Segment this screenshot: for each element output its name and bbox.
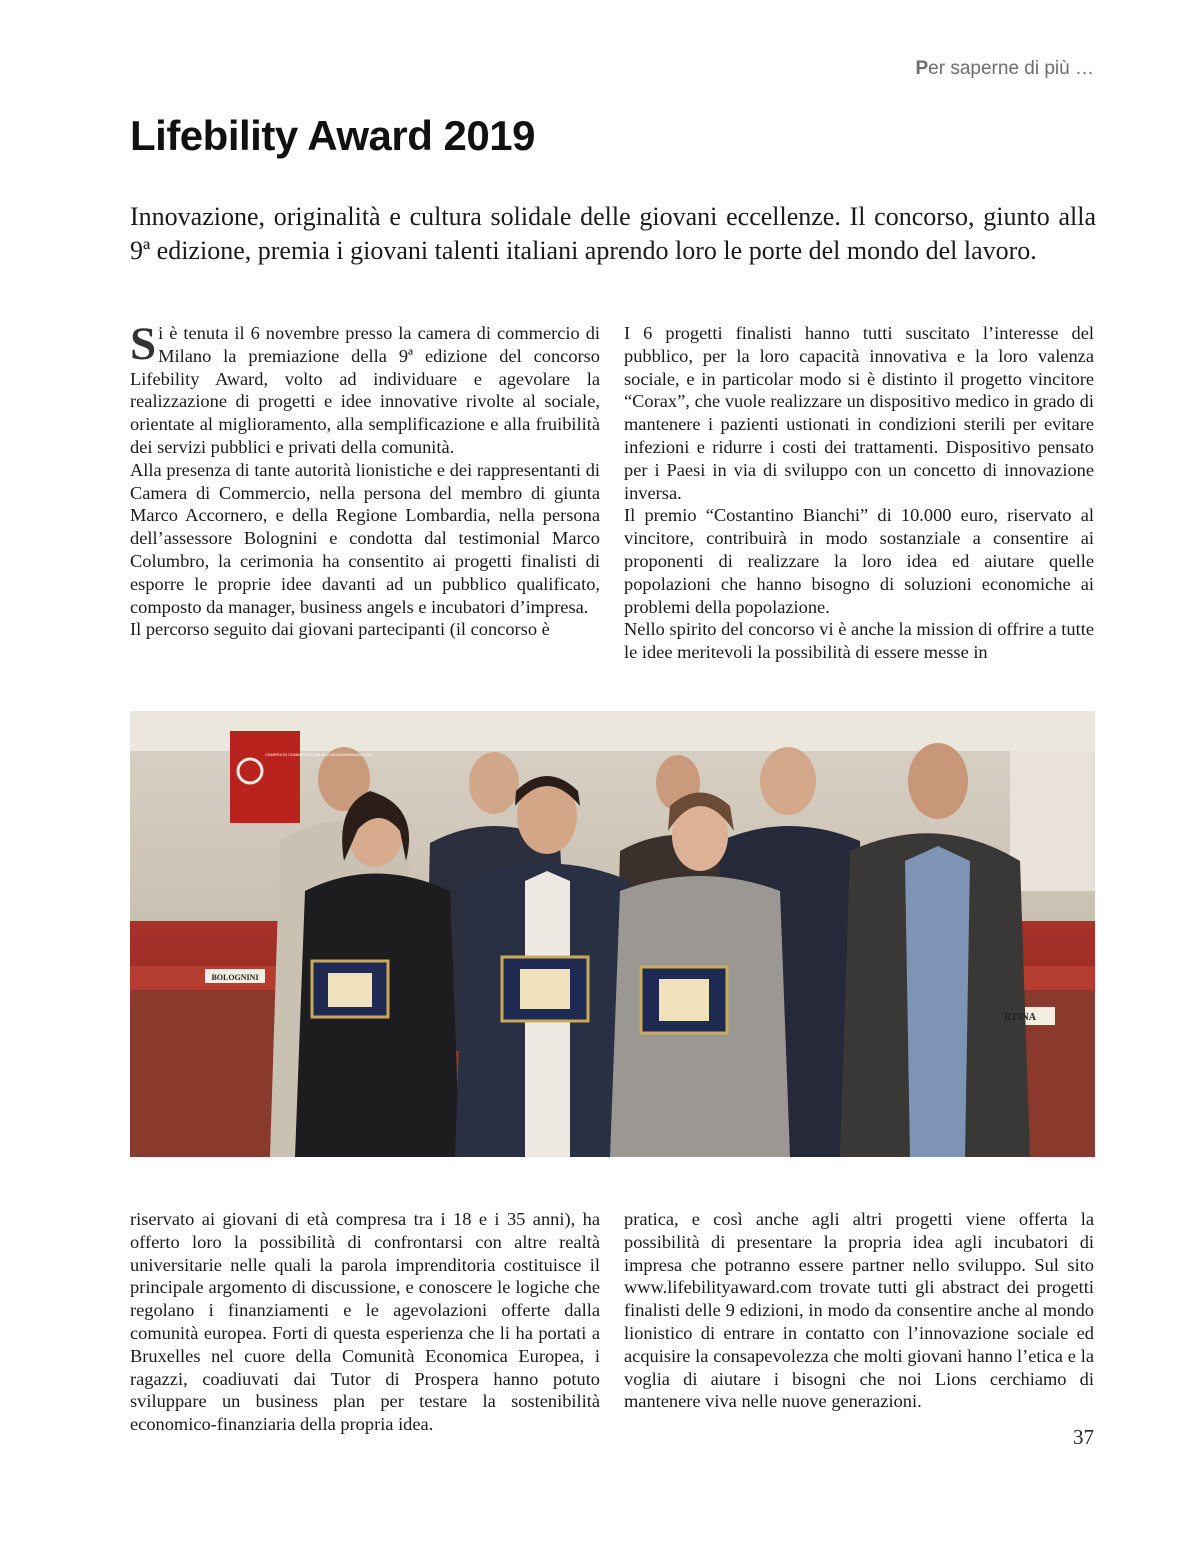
sign-text: CAMERA DI COMMERCIO MILANO MONZABRIANZA LODI: [265, 752, 374, 757]
paragraph: Il premio “Costantino Bianchi” di 10.000 euro, riservato al vincitore, contribuirà in modo sostanziale a consentire ai proponenti di realizzare la loro idea ed aiutare quelle popolazioni che hanno bisogno di soluzioni economiche ai problemi della popolazione.: [624, 505, 1094, 617]
paragraph: Il percorso seguito dai giovani partecipanti (il concorso è: [130, 619, 550, 640]
paragraph: riservato ai giovani di età compresa tra i 18 e i 35 anni), ha offerto loro la possibilità di confrontarsi con altre realtà universitarie nelle quali la parola imprenditoria costituisce il principale argomento di discussione, e conoscere le logiche che regolano i finanziamenti e le agevolazioni offerte dalla comunità europea. Forti di questa esperienza che li ha portati a Bruxelles nel cuore della Comunità Economica Europea, i ragazzi, coadiuvati dai Tutor di Prospera hanno potuto sviluppare un business plan per testare la sostenibilità economico-finanziaria della propria idea.: [130, 1209, 600, 1435]
paragraph: Alla presenza di tante autorità lionistiche e dei rappresentanti di Camera di Commercio, nella persona del membro di giunta Marco Accornero, e della Regione Lombardia, nella persona dell’assessore Bolognini e condotta dal testimonial Marco Columbro, la cerimonia ha consentito ai progetti finalisti di esporre le proprie idee davanti ad un pubblico qualificato, composto da manager, business angels e incubatori d’impresa.: [130, 459, 600, 617]
text-column-3: [130, 1208, 600, 1436]
text-column-1: [130, 322, 600, 664]
section-header: [915, 58, 1094, 80]
paragraph: [130, 322, 600, 459]
paragraph: Nello spirito del concorso vi è anche la mission di offrire a tutte le idee meritevoli la possibilità di essere messe in: [624, 619, 1094, 663]
column-1-clip: [130, 322, 600, 664]
drop-cap: S: [130, 322, 157, 370]
section-header-text: er saperne di più …: [928, 58, 1094, 79]
award-ceremony-photo: [130, 711, 1095, 1157]
page-number: 37: [1073, 1425, 1094, 1449]
paragraph: I 6 progetti finalisti hanno tutti suscitato l’interesse del pubblico, per la loro capacità innovativa e la loro valenza sociale, e in particolar modo si è distinto il progetto vincitore “Corax”, che vuole realizzare un dispositivo medico in grado di mantenere i pazienti ustionati in condizioni sterili per evitare infezioni e ridurre i costi dei trattamenti. Dispositivo pensato per i Paesi in via di sviluppo con un concetto di innovazione inversa.: [624, 323, 1094, 503]
column-2-clip: [624, 322, 1094, 664]
text-column-2: [624, 322, 1094, 664]
paragraph: pratica, e così anche agli altri progetti viene offerta la possibilità di presentare la propria idea agli incubatori di impresa che potranno essere partner nello sviluppo. Sul sito www.lifebilityaward.com trovate tutti gli abstract dei progetti finalisti delle 9 edizioni, in modo da consentire anche al mondo lionistico di entrare in contatto con l’innovazione sociale ed acquisire la consapevolezza che molti giovani hanno l’etica e la voglia di aiutare i bisogni che noi Lions cerchiamo di mantenere viva nelle nuove generazioni.: [624, 1209, 1094, 1412]
text-column-4: [624, 1208, 1094, 1413]
paragraph-text: i è tenuta il 6 novembre presso la camera di commercio di Milano la premiazione della 9ª edizione del concorso Lifebility Award, volto ad individuare e agevolare la realizzazione di progetti e idee innovative rivolte al sociale, orientate al miglioramento, alla semplificazione e alla fruibilità dei servizi pubblici e privati della comunità.: [130, 323, 600, 457]
article-title: Lifebility Award 2019: [130, 112, 535, 159]
placard-left-text: BOLOGNINI: [211, 973, 259, 982]
placard-right-text: RTINA: [1004, 1012, 1036, 1023]
section-header-initial: P: [915, 58, 929, 79]
article-subtitle: Innovazione, originalità e cultura solidale delle giovani eccellenze. Il concorso, giunto alla 9ª edizione, premia i giovani talenti italiani aprendo loro le porte del mondo del lavoro.: [130, 202, 1096, 265]
